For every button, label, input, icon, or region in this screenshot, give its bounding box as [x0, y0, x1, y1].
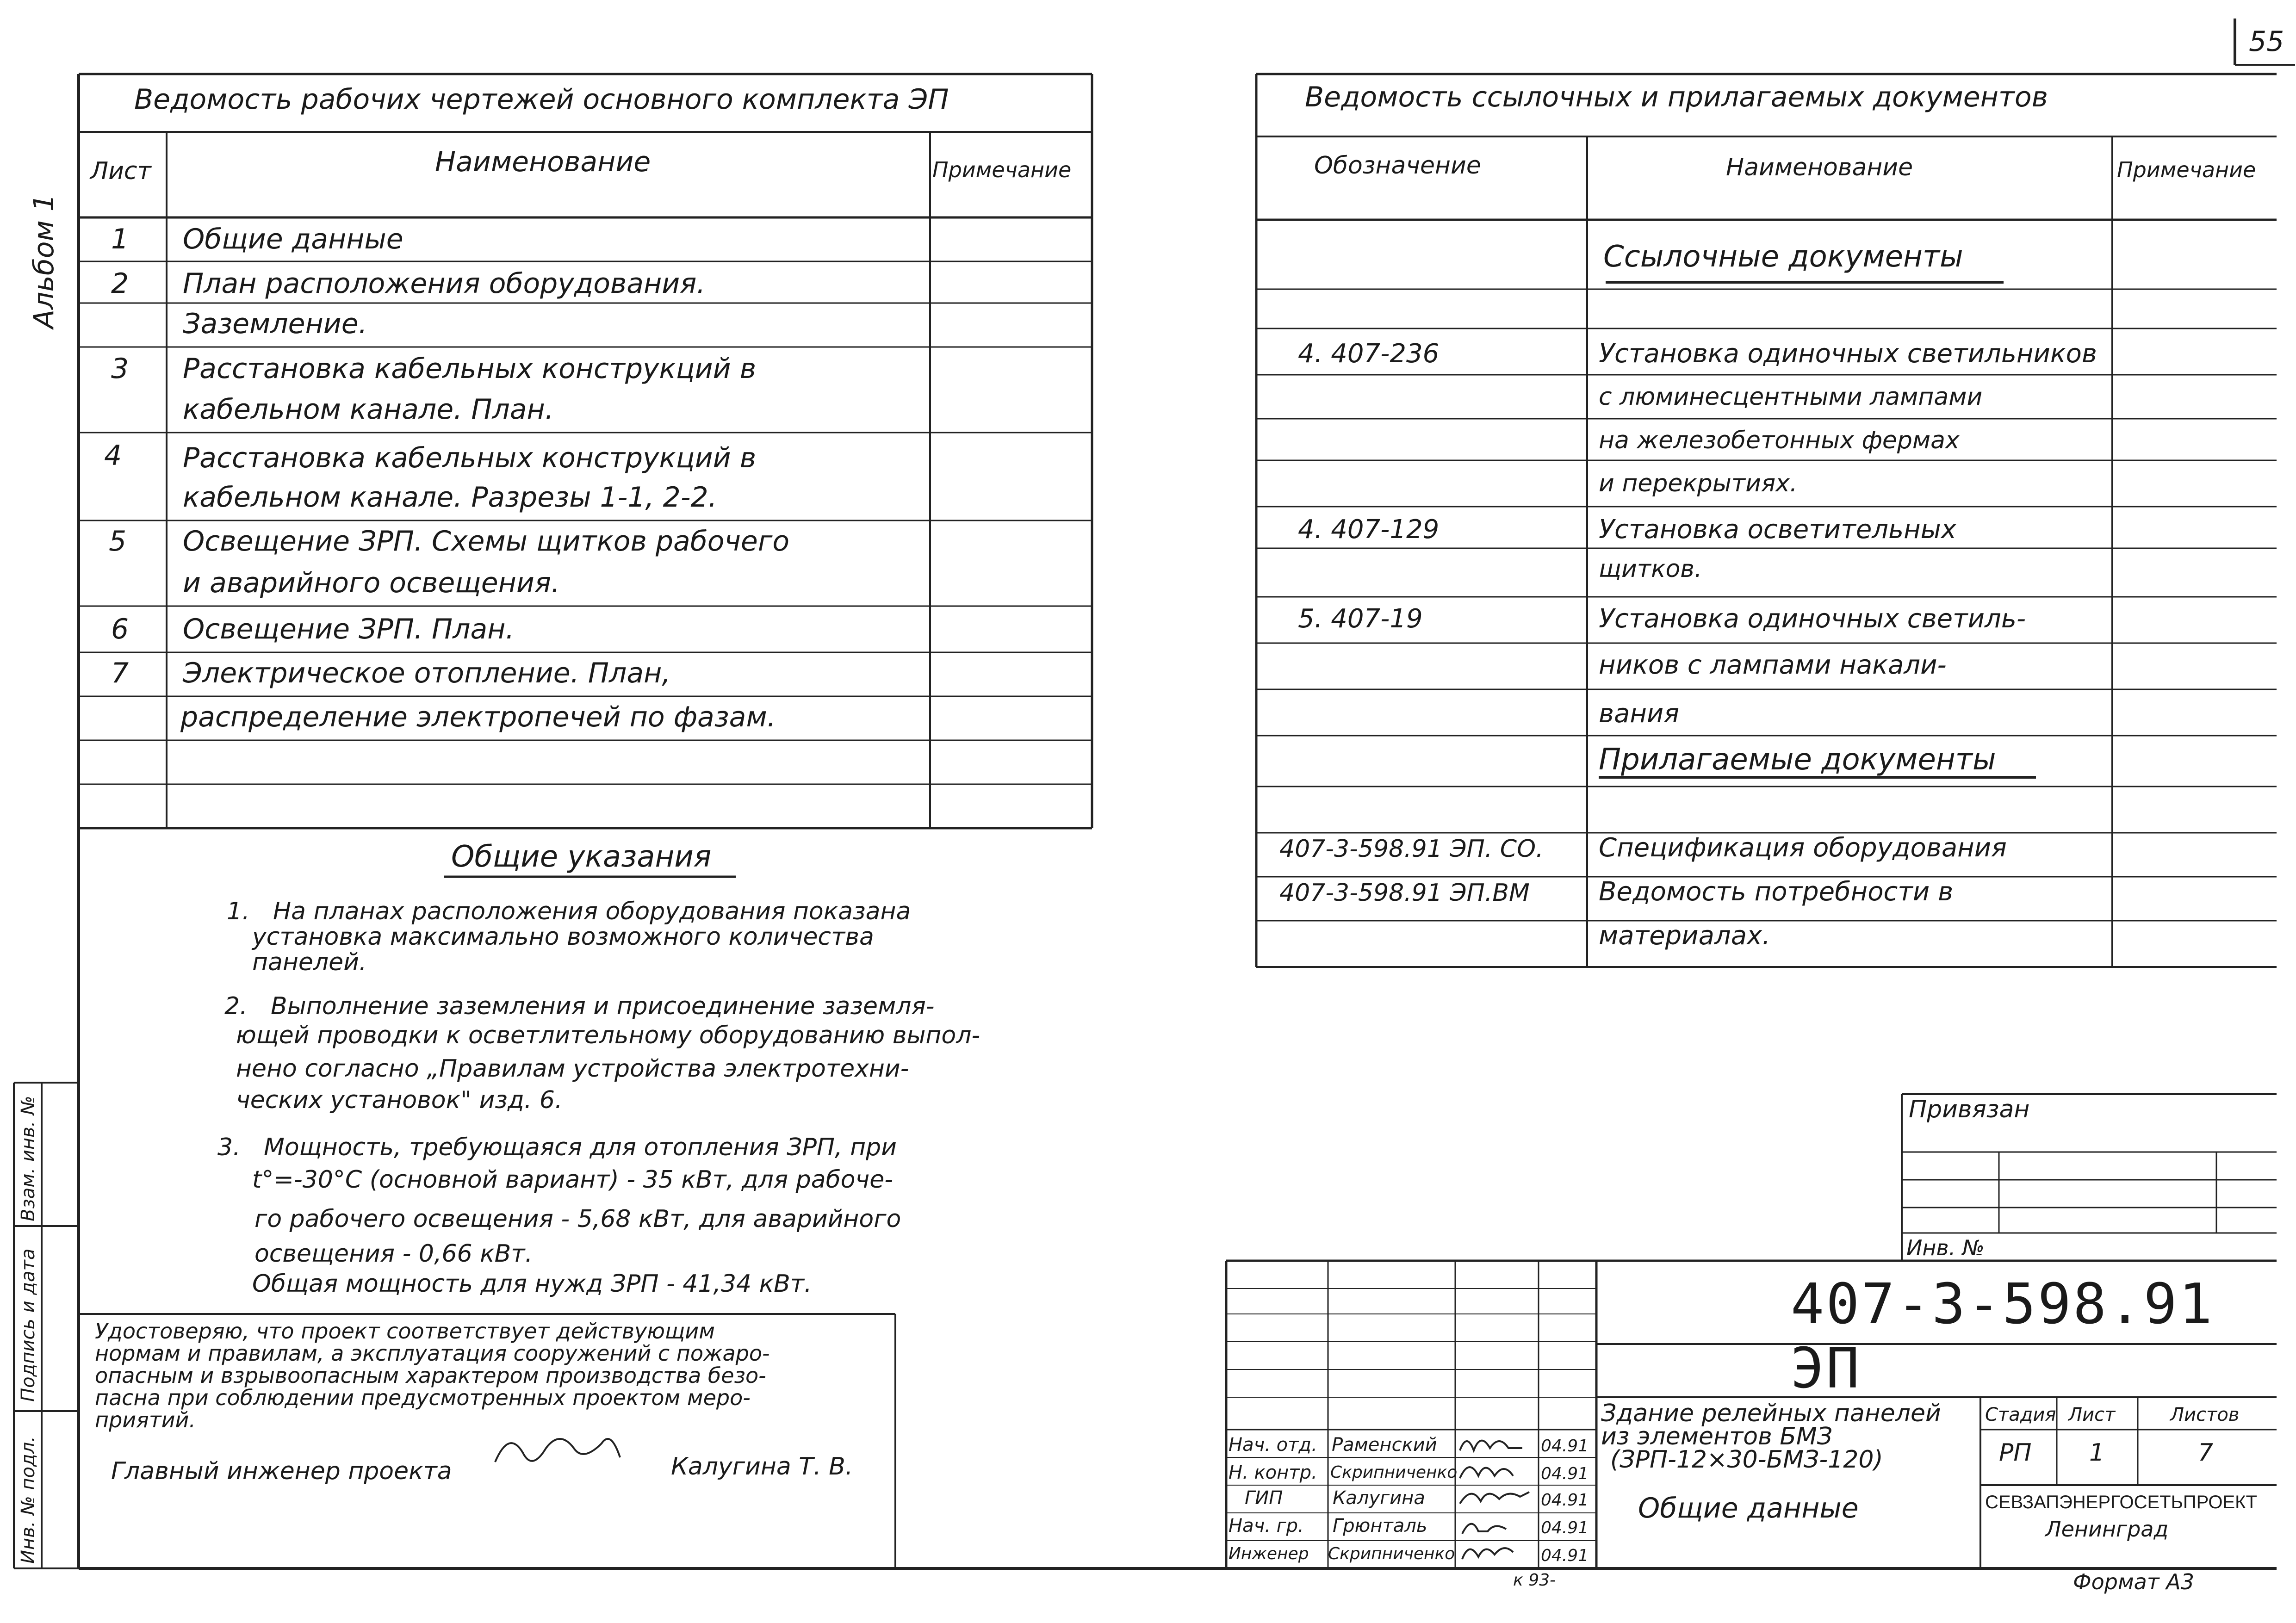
signer-name: Скрипниченко — [1330, 1463, 1458, 1482]
note-number: 1. — [227, 898, 250, 925]
left-row-name: и аварийного освещения. — [183, 567, 560, 599]
note-line: Общая мощность для нужд ЗРП - 41,34 кВт. — [252, 1270, 812, 1298]
doc-number: 407-3-598.91 ЭП — [1791, 1272, 2214, 1401]
building-line: из элементов БМЗ — [1601, 1423, 1833, 1450]
album-label: Альбом 1 — [28, 194, 60, 328]
ref-name: и перекрытиях. — [1599, 470, 1798, 497]
sheet-value: 1 — [2089, 1439, 2105, 1467]
note-number: 2. — [224, 992, 248, 1020]
left-row-sheet: 2 — [111, 267, 129, 300]
note-number: 3. — [217, 1134, 241, 1161]
note-line: установка максимально возможного количества — [252, 923, 874, 951]
left-row-name: План расположения оборудования. — [183, 267, 706, 300]
building-line: (ЗРП-12×30-БМЗ-120) — [1610, 1446, 1883, 1474]
cert-line: опасным и взрывоопасным характером производства безо- — [95, 1363, 766, 1388]
left-row-sheet: 4 — [104, 440, 122, 472]
left-row-name: распределение электропечей по фазам. — [180, 701, 776, 733]
signer-name: Скрипниченко — [1328, 1544, 1455, 1563]
signer-date: 04.91 — [1541, 1437, 1589, 1456]
note-line: освещения - 0,66 кВт. — [254, 1240, 533, 1268]
att-code: 407-3-598.91 ЭП.ВМ — [1279, 879, 1530, 907]
section-attached-docs: Прилагаемые документы — [1599, 743, 1996, 777]
left-header-sheet: Лист — [90, 157, 151, 185]
left-row-sheet: 5 — [109, 525, 127, 558]
note-line: ющей проводки к осветлительному оборудованию выпол- — [236, 1022, 980, 1049]
note-line: ческих установок" изд. 6. — [236, 1086, 563, 1114]
att-name: Ведомость потребности в — [1599, 877, 1954, 907]
page-number: 55 — [2249, 25, 2284, 58]
left-row-name: Расстановка кабельных конструкций в — [183, 442, 757, 474]
building-line: Здание релейных панелей — [1601, 1400, 1941, 1427]
ref-name: на железобетонных фермах — [1599, 427, 1960, 454]
left-row-sheet: 3 — [111, 353, 129, 385]
left-table-title: Ведомость рабочих чертежей основного комплекта ЭП — [134, 83, 949, 116]
cert-line: Удостоверяю, что проект соответствует действующим — [95, 1319, 715, 1344]
left-header-note: Примечание — [932, 157, 1072, 182]
attached-label: Привязан — [1909, 1096, 2030, 1123]
signer-date: 04.91 — [1541, 1518, 1589, 1537]
sheet-label: Лист — [2068, 1404, 2116, 1425]
signer-date: 04.91 — [1541, 1546, 1589, 1565]
stage-value: РП — [1999, 1439, 2032, 1467]
chief-engineer-role: Главный инженер проекта — [111, 1457, 452, 1485]
right-header-note: Примечание — [2117, 157, 2256, 182]
sheets-label: Листов — [2170, 1404, 2240, 1425]
paper-format: Формат А3 — [2073, 1569, 2194, 1594]
left-row-name: кабельном канале. Разрезы 1-1, 2-2. — [183, 481, 717, 514]
left-row-sheet: 6 — [111, 613, 129, 645]
signer-name: Калугина — [1333, 1487, 1425, 1509]
signer-role: Инженер — [1229, 1544, 1309, 1563]
note-line: нено согласно „Правилам устройства электротехни- — [236, 1055, 909, 1083]
left-row-name: Освещение ЗРП. План. — [183, 613, 515, 645]
left-row-name: Заземление. — [183, 308, 367, 340]
signer-role: Нач. отд. — [1229, 1434, 1317, 1456]
ref-name: ников с лампами накали- — [1599, 650, 1947, 680]
signer-name: Раменский — [1332, 1434, 1437, 1456]
left-row-sheet: 7 — [111, 657, 129, 689]
note-line: Выполнение заземления и присоединение заземля- — [271, 992, 935, 1020]
signer-date: 04.91 — [1541, 1491, 1589, 1510]
ref-code: 4. 407-236 — [1298, 339, 1440, 369]
ref-name: вания — [1599, 699, 1680, 729]
note-line: Мощность, требующаяся для отопления ЗРП, при — [264, 1134, 897, 1161]
att-name: материалах. — [1599, 921, 1770, 951]
stamp-signature-date: Подпись и дата — [18, 1248, 39, 1402]
att-name: Спецификация оборудования — [1599, 833, 2007, 863]
cert-line: приятий. — [95, 1407, 196, 1432]
note-line: На планах расположения оборудования показана — [273, 898, 911, 925]
organization: СЕВЗАПЭНЕРГОСЕТЬПРОЕКТ — [1985, 1492, 2257, 1512]
sheet-title: Общие данные — [1638, 1492, 1859, 1524]
city: Ленинград — [2045, 1517, 2169, 1542]
stage-label: Стадия — [1985, 1404, 2056, 1425]
sheets-value: 7 — [2198, 1439, 2214, 1467]
left-row-sheet: 1 — [111, 223, 129, 255]
left-row-name: Электрическое отопление. План, — [183, 657, 671, 689]
note-line: панелей. — [252, 948, 367, 976]
notes-title: Общие указания — [451, 840, 712, 874]
left-row-name: кабельном канале. План. — [183, 393, 554, 426]
ref-name: Установка одиночных светиль- — [1599, 604, 2026, 634]
ref-name: Установка одиночных светильников — [1599, 339, 2097, 369]
chief-engineer-name: Калугина Т. В. — [671, 1453, 853, 1481]
cert-line: нормам и правилам, а эксплуатация сооружений с пожаро- — [95, 1341, 770, 1366]
note-line: го рабочего освещения - 5,68 кВт, для аварийного — [254, 1205, 901, 1233]
right-table-title: Ведомость ссылочных и прилагаемых документов — [1305, 81, 2048, 113]
left-row-name: Расстановка кабельных конструкций в — [183, 353, 757, 385]
right-header-code: Обозначение — [1314, 152, 1481, 180]
cert-line: пасна при соблюдении предусмотренных проектом меро- — [95, 1385, 751, 1410]
signer-name: Грюнталь — [1333, 1515, 1427, 1536]
signer-date: 04.91 — [1541, 1464, 1589, 1483]
ref-name: Установка осветительных — [1599, 514, 1957, 545]
ref-name: щитков. — [1599, 555, 1702, 583]
att-code: 407-3-598.91 ЭП. СО. — [1279, 835, 1544, 863]
stamp-inv-original: Инв. № подл. — [18, 1436, 39, 1564]
signer-role: Н. контр. — [1229, 1462, 1317, 1483]
footer-mark: к 93- — [1513, 1571, 1556, 1590]
note-line: t°=-30°C (основной вариант) - 35 кВт, для рабоче- — [252, 1166, 893, 1194]
signer-role: ГИП — [1245, 1487, 1283, 1509]
left-row-name: Освещение ЗРП. Схемы щитков рабочего — [183, 525, 790, 558]
ref-code: 4. 407-129 — [1298, 514, 1440, 545]
left-header-name: Наименование — [435, 146, 651, 178]
ref-name: с люминесцентными лампами — [1599, 383, 1983, 411]
section-reference-docs: Ссылочные документы — [1603, 240, 1963, 274]
stamp-replace-inv: Взам. инв. № — [18, 1096, 39, 1221]
right-header-name: Наименование — [1726, 154, 1913, 181]
ref-code: 5. 407-19 — [1298, 604, 1423, 634]
attached-inv-label: Инв. № — [1906, 1235, 1985, 1260]
left-row-name: Общие данные — [183, 223, 403, 255]
signer-role: Нач. гр. — [1229, 1515, 1304, 1536]
